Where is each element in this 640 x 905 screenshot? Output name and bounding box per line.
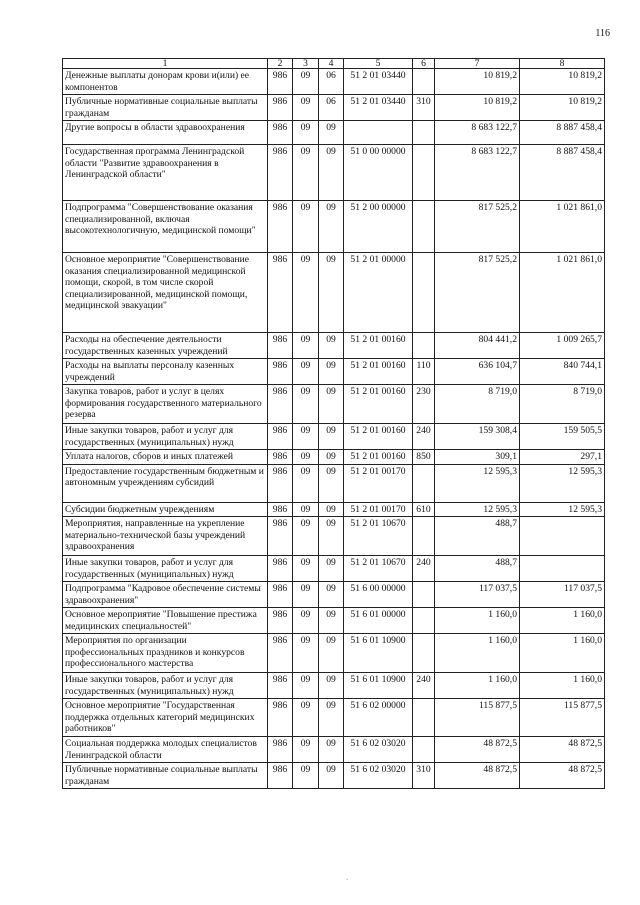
- table-row: [63, 385, 605, 424]
- cell-amount-year1: 8 683 122,7: [435, 145, 520, 201]
- table-row: [63, 424, 605, 450]
- cell-target-article: 51 2 01 00160: [344, 450, 413, 465]
- cell-subsection: 09: [319, 424, 344, 450]
- cell-expense-type: [413, 69, 435, 95]
- header-col-5: 5: [344, 59, 413, 69]
- cell-section: 09: [293, 608, 319, 634]
- cell-admin-code: 986: [268, 502, 293, 517]
- cell-expense-type: 240: [413, 673, 435, 699]
- cell-subsection: 09: [319, 517, 344, 556]
- cell-target-article: 51 6 00 00000: [344, 582, 413, 608]
- cell-amount-year1: 1 160,0: [435, 673, 520, 699]
- cell-section: 09: [293, 464, 319, 502]
- cell-subsection: 09: [319, 634, 344, 673]
- cell-subsection: 09: [319, 253, 344, 333]
- cell-admin-code: 986: [268, 69, 293, 95]
- cell-amount-year2: 1 160,0: [520, 608, 605, 634]
- table-body: [63, 69, 605, 789]
- cell-admin-code: 986: [268, 253, 293, 333]
- cell-amount-year1: 1 160,0: [435, 634, 520, 673]
- cell-name: Субсидии бюджетным учреждениям: [63, 502, 268, 517]
- cell-amount-year2: 1 009 265,7: [520, 333, 605, 359]
- cell-amount-year2: 48 872,5: [520, 763, 605, 789]
- cell-target-article: 51 6 01 00000: [344, 608, 413, 634]
- table-row: [63, 201, 605, 253]
- cell-section: 09: [293, 556, 319, 582]
- cell-section: 09: [293, 95, 319, 121]
- cell-section: 09: [293, 385, 319, 424]
- cell-amount-year2: 8 887 458,4: [520, 145, 605, 201]
- table-row: [63, 556, 605, 582]
- cell-subsection: 09: [319, 121, 344, 145]
- cell-section: 09: [293, 502, 319, 517]
- cell-name: Расходы на выплаты персоналу казенных учреждений: [63, 359, 268, 385]
- cell-amount-year1: 488,7: [435, 556, 520, 582]
- cell-subsection: 09: [319, 673, 344, 699]
- cell-amount-year2: 1 021 861,0: [520, 253, 605, 333]
- cell-target-article: 51 2 00 00000: [344, 201, 413, 253]
- cell-section: 09: [293, 145, 319, 201]
- cell-amount-year1: 8 683 122,7: [435, 121, 520, 145]
- cell-name: Другие вопросы в области здравоохранения: [63, 121, 268, 145]
- cell-admin-code: 986: [268, 763, 293, 789]
- cell-amount-year2: 1 160,0: [520, 673, 605, 699]
- cell-admin-code: 986: [268, 121, 293, 145]
- cell-name: Подпрограмма "Совершенствование оказания специализированной, включая высокотехнологичную, медицинской помощи": [63, 201, 268, 253]
- cell-amount-year2: [520, 556, 605, 582]
- cell-subsection: 09: [319, 699, 344, 737]
- cell-expense-type: 310: [413, 95, 435, 121]
- cell-target-article: 51 6 02 03020: [344, 737, 413, 763]
- table-row: [63, 608, 605, 634]
- cell-amount-year2: 840 744,1: [520, 359, 605, 385]
- cell-amount-year1: 817 525,2: [435, 201, 520, 253]
- cell-subsection: 09: [319, 737, 344, 763]
- cell-section: 09: [293, 582, 319, 608]
- cell-amount-year2: 8 887 458,4: [520, 121, 605, 145]
- table-row: [63, 450, 605, 465]
- cell-target-article: 51 2 01 00160: [344, 385, 413, 424]
- cell-name: Закупка товаров, работ и услуг в целях формирования государственного материального резерва: [63, 385, 268, 424]
- cell-admin-code: 986: [268, 737, 293, 763]
- cell-name: Публичные нормативные социальные выплаты гражданам: [63, 763, 268, 789]
- cell-expense-type: 240: [413, 424, 435, 450]
- cell-expense-type: [413, 333, 435, 359]
- cell-admin-code: 986: [268, 333, 293, 359]
- cell-admin-code: 986: [268, 517, 293, 556]
- cell-target-article: 51 6 01 10900: [344, 634, 413, 673]
- cell-section: 09: [293, 450, 319, 465]
- table-row: [63, 359, 605, 385]
- cell-name: Предоставление государственным бюджетным и автономным учреждениям субсидий: [63, 464, 268, 502]
- cell-name: Уплата налогов, сборов и иных платежей: [63, 450, 268, 465]
- cell-expense-type: [413, 582, 435, 608]
- cell-admin-code: 986: [268, 145, 293, 201]
- cell-admin-code: 986: [268, 673, 293, 699]
- cell-amount-year2: [520, 517, 605, 556]
- cell-name: Основное мероприятие "Совершенствование оказания специализированной медицинской помощи, скорой, в том числе скорой специализированной, медицинской помощи, медицинской эвакуации": [63, 253, 268, 333]
- cell-amount-year1: 10 819,2: [435, 69, 520, 95]
- cell-section: 09: [293, 359, 319, 385]
- cell-name: Мероприятия, направленные на укрепление материально-технической базы учреждений здравоохранения: [63, 517, 268, 556]
- cell-subsection: 09: [319, 145, 344, 201]
- cell-amount-year2: 159 505,5: [520, 424, 605, 450]
- cell-expense-type: [413, 121, 435, 145]
- page-number: 116: [595, 28, 610, 39]
- cell-target-article: 51 6 02 00000: [344, 699, 413, 737]
- table-row: [63, 464, 605, 502]
- cell-expense-type: [413, 201, 435, 253]
- cell-amount-year1: 636 104,7: [435, 359, 520, 385]
- cell-target-article: 51 0 00 00000: [344, 145, 413, 201]
- cell-amount-year1: 48 872,5: [435, 763, 520, 789]
- cell-target-article: 51 2 01 10670: [344, 517, 413, 556]
- cell-name: Иные закупки товаров, работ и услуг для государственных (муниципальных) нужд: [63, 673, 268, 699]
- cell-section: 09: [293, 763, 319, 789]
- header-col-4: 4: [319, 59, 344, 69]
- cell-section: 09: [293, 737, 319, 763]
- cell-amount-year2: 48 872,5: [520, 737, 605, 763]
- cell-admin-code: 986: [268, 608, 293, 634]
- cell-amount-year1: 115 877,5: [435, 699, 520, 737]
- cell-subsection: 09: [319, 556, 344, 582]
- cell-amount-year2: 117 037,5: [520, 582, 605, 608]
- cell-subsection: 09: [319, 502, 344, 517]
- cell-target-article: 51 6 01 10900: [344, 673, 413, 699]
- cell-section: 09: [293, 333, 319, 359]
- cell-subsection: 09: [319, 201, 344, 253]
- cell-admin-code: 986: [268, 424, 293, 450]
- cell-amount-year1: 488,7: [435, 517, 520, 556]
- cell-name: Государственная программа Ленинградской области "Развитие здравоохранения в Ленинградской области": [63, 145, 268, 201]
- cell-admin-code: 986: [268, 582, 293, 608]
- cell-amount-year1: 8 719,0: [435, 385, 520, 424]
- cell-subsection: 09: [319, 359, 344, 385]
- table-row: [63, 517, 605, 556]
- table-row: [63, 634, 605, 673]
- table-row: [63, 673, 605, 699]
- cell-amount-year1: 12 595,3: [435, 464, 520, 502]
- header-col-6: 6: [413, 59, 435, 69]
- cell-target-article: 51 2 01 00160: [344, 359, 413, 385]
- cell-admin-code: 986: [268, 634, 293, 673]
- cell-admin-code: 986: [268, 95, 293, 121]
- cell-expense-type: 230: [413, 385, 435, 424]
- table-row: [63, 145, 605, 201]
- table-row: [63, 69, 605, 95]
- cell-expense-type: 850: [413, 450, 435, 465]
- cell-section: 09: [293, 699, 319, 737]
- cell-target-article: 51 2 01 00170: [344, 502, 413, 517]
- cell-target-article: [344, 121, 413, 145]
- table-row: [63, 121, 605, 145]
- table-header-row: [63, 59, 605, 69]
- table-row: [63, 699, 605, 737]
- cell-section: 09: [293, 634, 319, 673]
- cell-target-article: 51 2 01 00170: [344, 464, 413, 502]
- cell-subsection: 06: [319, 69, 344, 95]
- header-col-1: 1: [63, 59, 268, 69]
- cell-subsection: 09: [319, 333, 344, 359]
- cell-admin-code: 986: [268, 201, 293, 253]
- table-row: [63, 737, 605, 763]
- cell-subsection: 09: [319, 763, 344, 789]
- cell-section: 09: [293, 121, 319, 145]
- cell-subsection: 09: [319, 385, 344, 424]
- cell-target-article: 51 2 01 00160: [344, 424, 413, 450]
- cell-name: Иные закупки товаров, работ и услуг для государственных (муниципальных) нужд: [63, 424, 268, 450]
- cell-expense-type: [413, 145, 435, 201]
- cell-section: 09: [293, 673, 319, 699]
- cell-expense-type: 110: [413, 359, 435, 385]
- cell-admin-code: 986: [268, 450, 293, 465]
- cell-expense-type: [413, 699, 435, 737]
- header-col-3: 3: [293, 59, 319, 69]
- cell-name: Мероприятия по организации профессиональных праздников и конкурсов профессионального мастерства: [63, 634, 268, 673]
- cell-target-article: 51 2 01 03440: [344, 95, 413, 121]
- cell-amount-year1: 159 308,4: [435, 424, 520, 450]
- cell-amount-year2: 8 719,0: [520, 385, 605, 424]
- cell-expense-type: 240: [413, 556, 435, 582]
- cell-target-article: 51 2 01 03440: [344, 69, 413, 95]
- cell-expense-type: 610: [413, 502, 435, 517]
- cell-amount-year1: 10 819,2: [435, 95, 520, 121]
- cell-expense-type: [413, 517, 435, 556]
- cell-amount-year2: 10 819,2: [520, 69, 605, 95]
- cell-name: Иные закупки товаров, работ и услуг для государственных (муниципальных) нужд: [63, 556, 268, 582]
- cell-admin-code: 986: [268, 359, 293, 385]
- cell-expense-type: [413, 608, 435, 634]
- cell-amount-year2: 10 819,2: [520, 95, 605, 121]
- table-row: [63, 763, 605, 789]
- cell-amount-year1: 817 525,2: [435, 253, 520, 333]
- cell-amount-year1: 117 037,5: [435, 582, 520, 608]
- cell-section: 09: [293, 253, 319, 333]
- cell-amount-year2: 12 595,3: [520, 502, 605, 517]
- cell-amount-year1: 1 160,0: [435, 608, 520, 634]
- cell-amount-year2: 297,1: [520, 450, 605, 465]
- cell-expense-type: [413, 737, 435, 763]
- table-row: [63, 253, 605, 333]
- table-row: [63, 95, 605, 121]
- cell-subsection: 09: [319, 464, 344, 502]
- table-row: [63, 582, 605, 608]
- cell-amount-year1: 804 441,2: [435, 333, 520, 359]
- cell-admin-code: 986: [268, 556, 293, 582]
- cell-target-article: 51 2 01 00160: [344, 333, 413, 359]
- cell-name: Расходы на обеспечение деятельности государственных казенных учреждений: [63, 333, 268, 359]
- cell-section: 09: [293, 424, 319, 450]
- cell-amount-year1: 309,1: [435, 450, 520, 465]
- table-row: [63, 333, 605, 359]
- cell-amount-year1: 12 595,3: [435, 502, 520, 517]
- cell-admin-code: 986: [268, 385, 293, 424]
- cell-amount-year1: 48 872,5: [435, 737, 520, 763]
- cell-expense-type: [413, 253, 435, 333]
- cell-subsection: 09: [319, 450, 344, 465]
- cell-expense-type: 310: [413, 763, 435, 789]
- scan-mark: ·: [346, 876, 349, 884]
- cell-expense-type: [413, 634, 435, 673]
- cell-subsection: 09: [319, 582, 344, 608]
- cell-name: Основное мероприятие "Государственная поддержка отдельных категорий медицинских работников": [63, 699, 268, 737]
- budget-table: [62, 58, 605, 789]
- cell-admin-code: 986: [268, 464, 293, 502]
- cell-name: Основное мероприятие "Повышение престижа медицинских специальностей": [63, 608, 268, 634]
- cell-amount-year2: 1 021 861,0: [520, 201, 605, 253]
- header-col-7: 7: [435, 59, 520, 69]
- cell-section: 09: [293, 69, 319, 95]
- cell-amount-year2: 12 595,3: [520, 464, 605, 502]
- header-col-8: 8: [520, 59, 605, 69]
- header-col-2: 2: [268, 59, 293, 69]
- cell-amount-year2: 1 160,0: [520, 634, 605, 673]
- cell-name: Социальная поддержка молодых специалистов Ленинградской области: [63, 737, 268, 763]
- cell-subsection: 06: [319, 95, 344, 121]
- cell-amount-year2: 115 877,5: [520, 699, 605, 737]
- table-row: [63, 502, 605, 517]
- cell-name: Подпрограмма "Кадровое обеспечение системы здравоохранения": [63, 582, 268, 608]
- cell-subsection: 09: [319, 608, 344, 634]
- cell-name: Денежные выплаты донорам крови и(или) ее компонентов: [63, 69, 268, 95]
- cell-target-article: 51 6 02 03020: [344, 763, 413, 789]
- cell-target-article: 51 2 01 10670: [344, 556, 413, 582]
- cell-section: 09: [293, 517, 319, 556]
- cell-expense-type: [413, 464, 435, 502]
- cell-section: 09: [293, 201, 319, 253]
- cell-target-article: 51 2 01 00000: [344, 253, 413, 333]
- cell-admin-code: 986: [268, 699, 293, 737]
- cell-name: Публичные нормативные социальные выплаты гражданам: [63, 95, 268, 121]
